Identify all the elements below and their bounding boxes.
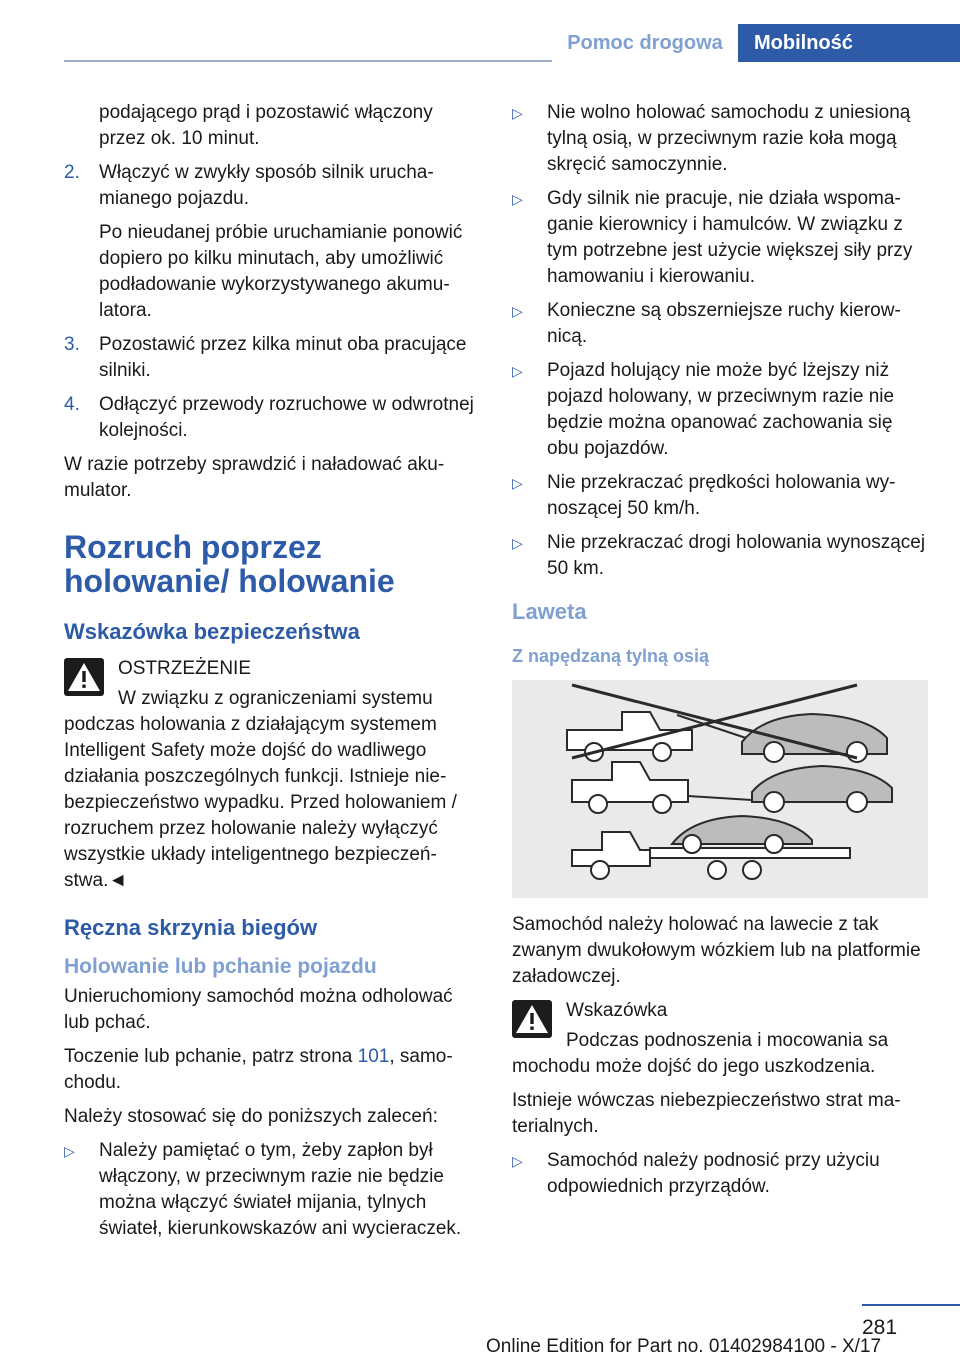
bullet-item	[512, 358, 928, 462]
bullet-text: Konieczne są obszerniejsze ruchy kierownicą.	[547, 300, 901, 347]
bullet-arrow-icon: ▷	[512, 535, 523, 551]
step-number: 2.	[64, 162, 80, 183]
bullet-text: Gdy silnik nie pracuje, nie działa wspomaganie kierownicy i hamulców. W związku z tym potrzebne jest użycie większej siły przy hamowaniu i kierowaniu.	[547, 188, 913, 287]
rules-intro: Należy stosować się do poniższych zaleceń:	[64, 1106, 438, 1127]
bullet-item	[64, 1138, 478, 1242]
bullet-text: Samochód należy podnosić przy użyciu odpowiednich przyrządów.	[547, 1150, 880, 1197]
note-label: Wskazówka	[566, 1000, 668, 1021]
warning-text: podczas holowania z działającym systemem Intelligent Safety może dojść do wadliwego działania poszczególnych funkcji. Istnieje niebezpieczeństwo wypadku. Przed holowaniem / rozruchem przez holowanie należy wyłączyć wszystkie układy inteligentnego bezpieczeństwa.◄	[64, 714, 457, 891]
footer-rule	[862, 1304, 960, 1306]
page-number: 281	[862, 1316, 898, 1339]
note-text: mochodu może dojść do jego uszkodzenia.	[512, 1056, 876, 1077]
page-link[interactable]: 101	[357, 1046, 390, 1067]
warning-label: OSTRZEŻENIE	[118, 658, 252, 679]
step-text: Włączyć w zwykły sposób silnik uruchamianego pojazdu.	[99, 162, 434, 209]
reference-text: Toczenie lub pchanie, patrz strona	[64, 1046, 358, 1067]
warning-first-line: W związku z ograniczeniami systemu	[118, 688, 433, 709]
bullet-text: Pojazd holujący nie może być lżejszy niż pojazd holowany, w przeciwnym razie nie będzie można opanować zachowania się obu pojazdów.	[547, 360, 895, 459]
manual-gearbox-heading: Ręczna skrzynia biegów	[64, 915, 318, 940]
edition-text: Online Edition for Part no. 01402984100 - X/17	[486, 1336, 882, 1357]
risk-paragraph: Istnieje wówczas niebezpieczeństwo strat materialnych.	[512, 1090, 901, 1137]
towing-heading: Holowanie lub pchanie pojazdu	[64, 955, 377, 978]
bullet-arrow-icon: ▷	[512, 303, 523, 319]
bullet-item	[512, 186, 928, 290]
header-chapter-tab[interactable]: Mobilność	[738, 24, 960, 62]
battery-note: W razie potrzeby sprawdzić i naładować akumulator.	[64, 454, 445, 501]
right-column	[512, 100, 928, 1208]
bullet-arrow-icon: ▷	[512, 191, 523, 207]
bullet-item	[512, 100, 928, 178]
left-column	[64, 100, 478, 1250]
bullet-arrow-icon: ▷	[512, 363, 523, 379]
bullet-item	[512, 1148, 928, 1200]
bullet-arrow-icon: ▷	[512, 105, 523, 121]
bullet-arrow-icon: ▷	[512, 1153, 523, 1169]
step-2	[64, 160, 478, 212]
step-number: 4.	[64, 394, 80, 415]
bullet-item	[512, 298, 928, 350]
step-number: 3.	[64, 334, 80, 355]
laweta-paragraph: Samochód należy holować na lawecie z tak zwanym dwukołowym wózkiem lub na platformie załadowczej.	[512, 914, 921, 987]
warning-box	[64, 656, 478, 712]
step2-extra: Po nieudanej próbie uruchamianie ponowić dopiero po kilku minutach, aby umożliwić podładowanie wykorzystywanego akumulatora.	[99, 222, 463, 321]
bullet-arrow-icon: ▷	[64, 1143, 75, 1159]
step-3	[64, 332, 478, 384]
safety-heading: Wskazówka bezpieczeństwa	[64, 619, 360, 644]
header-section-tab[interactable]: Pomoc drogowa	[552, 24, 738, 62]
step-text: Pozostawić przez kilka minut oba pracujące silniki.	[99, 334, 467, 381]
bullet-text: Nie przekraczać prędkości holowania wynoszącej 50 km/h.	[547, 472, 896, 519]
bullet-item	[512, 530, 928, 582]
towing-paragraph: Unieruchomiony samochód można odholować lub pchać.	[64, 986, 453, 1033]
note-first-line: Podczas podnoszenia i mocowania sa	[566, 1030, 889, 1051]
warning-triangle-icon	[64, 658, 104, 696]
rear-axle-heading: Z napędzaną tylną osią	[512, 646, 710, 666]
step-4	[64, 392, 478, 444]
step-text: Odłączyć przewody rozruchowe w odwrotnej kolejności.	[99, 394, 474, 441]
warning-triangle-icon	[512, 1000, 552, 1038]
laweta-heading: Laweta	[512, 599, 587, 624]
note-box	[512, 998, 928, 1054]
bullet-text: Nie przekraczać drogi holowania wynoszącej 50 km.	[547, 532, 926, 579]
step1-continuation: podającego prąd i pozostawić włączony przez ok. 10 minut.	[99, 102, 433, 149]
bullet-arrow-icon: ▷	[512, 475, 523, 491]
bullet-text: Należy pamiętać o tym, żeby zapłon był włączony, w przeciwnym razie nie będzie można włączyć świateł mijania, tylnych świateł, kierunkowskazów ani wycieraczek.	[99, 1140, 462, 1239]
bullet-text: Nie wolno holować samochodu z uniesioną tylną osią, w przeciwnym razie koła mogą skręcić samoczynnie.	[547, 102, 911, 175]
section-heading: Rozruch poprzez holowanie/ holowanie	[64, 529, 395, 599]
towing-methods-illustration	[512, 680, 928, 898]
bullet-item	[512, 470, 928, 522]
reference-text-tail: , samochodu.	[64, 1046, 453, 1093]
page-reference	[64, 1044, 478, 1096]
